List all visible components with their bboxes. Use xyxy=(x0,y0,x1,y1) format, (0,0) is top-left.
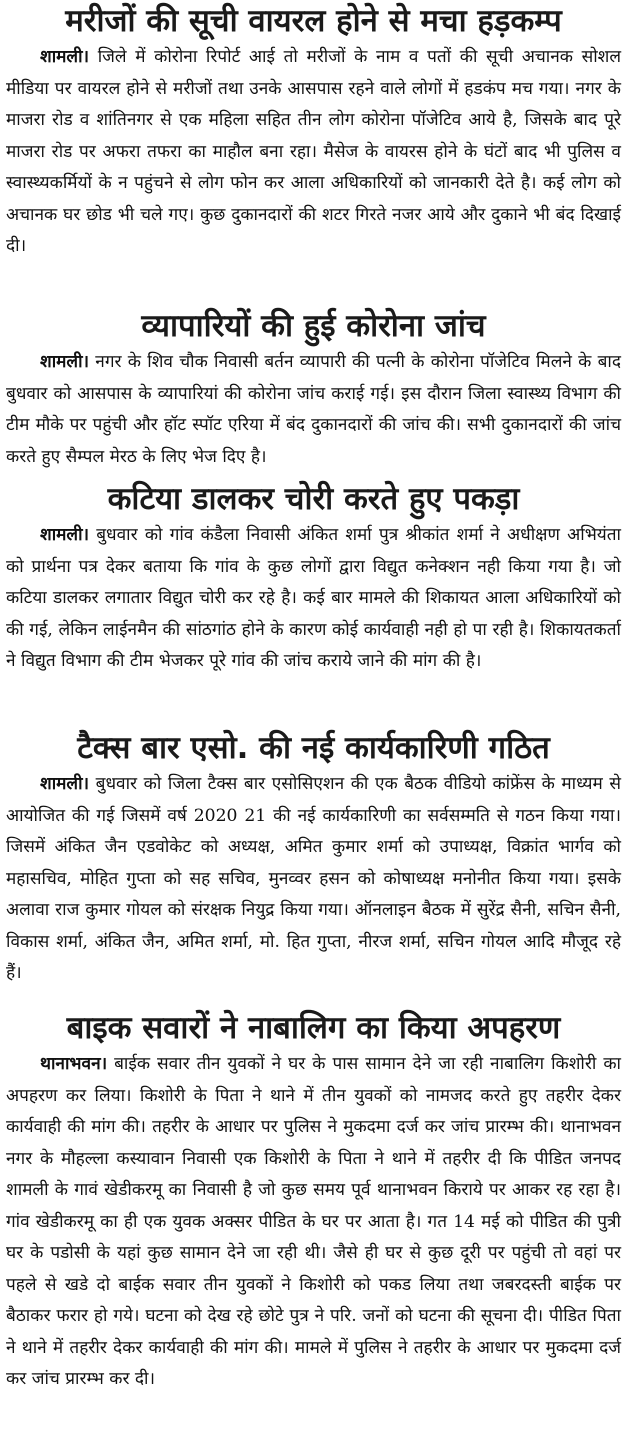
article-power-theft xyxy=(0,478,627,727)
dateline: शामली। xyxy=(40,47,90,67)
dateline: थानाभवन। xyxy=(40,1054,108,1074)
article-traders-covid-test xyxy=(0,305,627,478)
article-body xyxy=(6,42,621,263)
headline: टैक्स बार एसो. की नई कार्यकारिणी गठित xyxy=(77,730,550,766)
headline: मरीजों की सूची वायरल होने से मचा हड़कम्प xyxy=(65,3,562,39)
article-patient-list-viral xyxy=(0,0,627,305)
article-tax-bar-executive xyxy=(0,727,627,1007)
headline: व्यापारियों की हुई कोरोना जांच xyxy=(141,308,486,344)
article-body xyxy=(6,1049,621,1396)
article-text: जिले में कोरोना रिपोर्ट आई तो मरीजों के नाम व पतों की सूची अचानक सोशल मीडिया पर वायरल होने से मरीजों तथा उनके आसपास रहने वाले लोगों में हडकंप मच गया। नगर के माजरा रोड व शांतिनगर से एक महिला सहित तीन लोग कोरोना पॉजेटिव आये है, जिसके बाद पूरे माजरा रोड पर अफरा तफरा का माहौल बना रहा। मैसेज के वायरस होने के घंटों बाद भी पुलिस व स्वास्थ्यकर्मियों के न पहुंचने से लोग फोन कर आला अधिकारियों को जानकारी देते है। कई लोग को अचानक घर छोड भी चले गए। कुछ दुकानदारों की शटर गिरते नजर आये और दुकाने भी बंद दिखाई दी। xyxy=(6,47,621,256)
headline: कटिया डालकर चोरी करते हुए पकड़ा xyxy=(107,481,520,517)
dateline: शामली। xyxy=(40,525,90,545)
article-body xyxy=(6,769,621,990)
dateline: शामली। xyxy=(40,352,90,372)
article-body xyxy=(6,520,621,678)
headline: बाइक सवारों ने नाबालिग का किया अपहरण xyxy=(66,1010,561,1046)
article-text: नगर के शिव चौक निवासी बर्तन व्यापारी की पत्नी के कोरोना पॉजेटिव मिलने के बाद बुधवार को आसपास के व्यापारियां की कोरोना जांच कराई गई। इस दौरान जिला स्वास्थ्य विभाग की टीम मौके पर पहुंची और हॉट स्पॉट एरिया में बंद दुकानदारों की जांच की। सभी दुकानदारों की जांच करते हुए सैम्पल मेरठ के लिए भेज दिए है। xyxy=(6,352,621,467)
dateline: शामली। xyxy=(40,774,90,794)
article-text: बाईक सवार तीन युवकों ने घर के पास सामान देने जा रही नाबालिग किशोरी का अपहरण कर लिया। किशोरी के पिता ने थाने में तीन युवकों को नामजद करते हुए तहरीर देकर कार्यवाही की मांग की। तहरीर के आधार पर पुलिस ने मुकदमा दर्ज कर जांच प्रारम्भ की। थानाभवन नगर के मौहल्ला कस्यावान निवासी एक किशोरी के पिता ने थाने में तहरीर दी कि पीडित जनपद शामली के गावं खेडीकरमू का निवासी है जो कुछ समय पूर्व थानाभवन किराये पर आकर रह रहा है। गांव खेडीकरमू का ही एक युवक अक्सर पीडित के घर पर आता है। गत 14 मई को पीडित की पुत्री घर के पडोसी के यहां कुछ सामान देने जा रही थी। जैसे ही घर से कुछ दूरी पर पहुंची तो वहां पर पहले से खडे दो बाईक सवार तीन युवकों ने किशोरी को पकड लिया तथा जबरदस्ती बाईक पर बैठाकर फरार हो गये। घटना को देख रहे छोटे पुत्र ने परि. जनों को घटना की सूचना दी। पीडित पिता ने थाने में तहरीर देकर कार्यवाही की मांग की। मामले में पुलिस ने तहरीर के आधार पर मुकदमा दर्ज कर जांच प्रारम्भ कर दी। xyxy=(6,1054,621,1389)
article-text: बुधवार को जिला टैक्स बार एसोसिएशन की एक बैठक वीडियो कांफ्रेंस के माध्यम से आयोजित की गई जिसमें वर्ष 2020 21 की नई कार्यकारिणी का सर्वसम्मति से गठन किया गया। जिसमें अंकित जैन एडवोकेट को अध्यक्ष, अमित कुमार शर्मा को उपाध्यक्ष, विक्रांत भार्गव को महासचिव, मोहित गुप्ता को सह सचिव, मुनव्वर हसन को कोषाध्यक्ष मनोनीत किया गया। इसके अलावा राज कुमार गोयल को संरक्षक नियुद्र किया गया। ऑनलाइन बैठक में सुरेंद्र सैनी, सचिन सैनी, विकास शर्मा, अंकित जैन, अमित शर्मा, मो. हित गुप्ता, नीरज शर्मा, सचिन गोयल आदि मौजूद रहे हैं। xyxy=(6,774,621,983)
article-text: बुधवार को गांव कंडैला निवासी अंकित शर्मा पुत्र श्रीकांत शर्मा ने अधीक्षण अभियंता को प्रार्थना पत्र देकर बताया कि गांव के कुछ लोगों द्वारा विद्युत कनेक्शन नही किया गया है। जो कटिया डालकर लगातार विद्युत चोरी कर रहे है। कई बार मामले की शिकायत आला अधिकारियों को की गई, लेकिन लाईनमैन की सांठगांठ होने के कारण कोई कार्यवाही नही हो पा रही है। शिकायतकर्ता ने विद्युत विभाग की टीम भेजकर पूरे गांव की जांच कराये जाने की मांग की है। xyxy=(6,525,621,671)
article-minor-kidnapped xyxy=(0,1007,627,1453)
article-body xyxy=(6,347,621,473)
